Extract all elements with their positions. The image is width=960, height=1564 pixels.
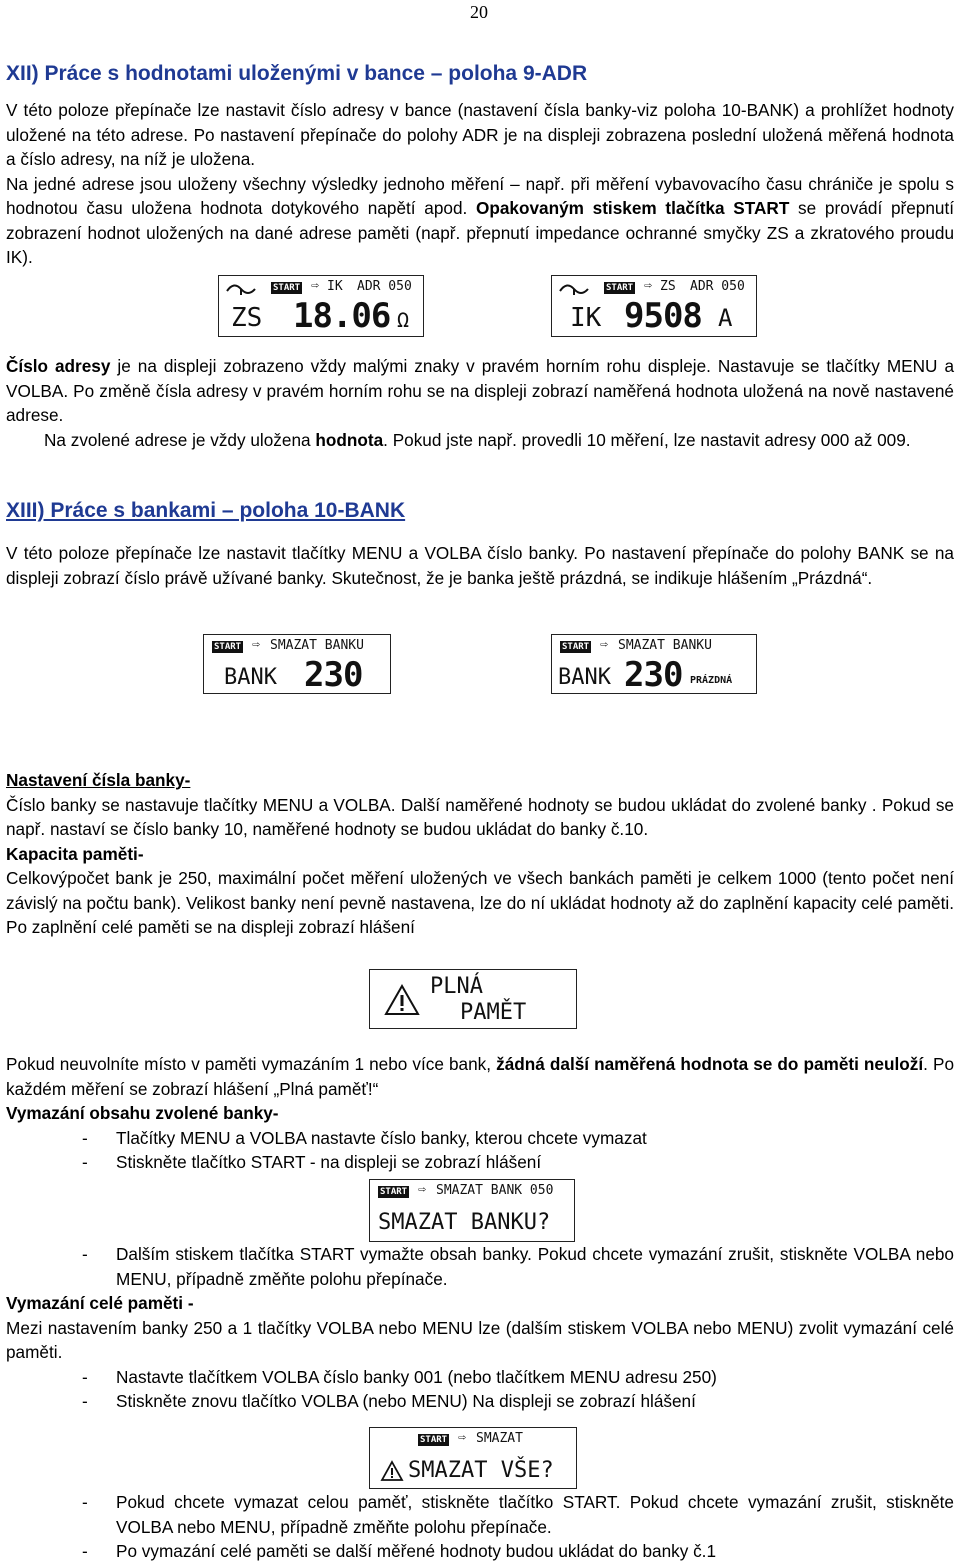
list-item: - Dalším stiskem tlačítka START vymažte obsah banky. Pokud chcete vymazání zrušit, stiskněte VOLBA nebo MENU, případně změňte polohu přepínače.	[82, 1244, 954, 1289]
display-bank	[203, 634, 391, 694]
display-memory-full	[369, 969, 577, 1029]
display-line2: SMAZAT VŠE?	[408, 1458, 554, 1483]
bank-settings-text	[6, 768, 954, 940]
display-message: SMAZAT	[476, 1431, 523, 1446]
page-number: 20	[470, 2, 488, 22]
section-title-bank: XIII) Práce s bankami – poloha 10-BANK	[6, 499, 406, 522]
list-item: - Stiskněte znovu tlačítko VOLBA (nebo MENU) Na displeji se zobrazí hlášení	[82, 1391, 696, 1411]
adr-intro-paragraph: V této poloze přepínače lze nastavit číslo adresy v bance (nastavení čísla banky-viz poloha 10-BANK) a prohlížet hodnoty uložené na této adrese. Po nastavení přepínače do polohy ADR je na displeji zobrazena poslední uložená měřená hodnota a číslo adresy, na níž je uložena.	[6, 100, 954, 169]
arrow-icon: ⇨	[252, 637, 260, 652]
list-item: - Po vymazání celé paměti se další měřené hodnoty budou ukládat do banky č.1	[82, 1541, 717, 1561]
display-line1: PLNÁ	[430, 974, 483, 999]
arrow-icon: ⇨	[418, 1182, 426, 1197]
start-label: START	[420, 1435, 448, 1445]
sine-wave-icon	[558, 281, 592, 297]
display-line2: PAMĚT	[460, 1000, 527, 1025]
display-address: ADR 050	[357, 279, 412, 294]
start-label: START	[380, 1187, 408, 1197]
display-value: 230	[624, 655, 683, 695]
bank-intro-paragraph: V této poloze přepínače lze nastavit tlačítky MENU a VOLBA číslo banky. Po nastavení přepínače do polohy BANK se na displeji zobrazí číslo právě užívané banky. Skutečnost, že je banka ještě prázdná, se indikuje hlášením „Prázdná“.	[6, 543, 954, 588]
delete-memory-paragraph: Mezi nastavením banky 250 a 1 tlačítky VOLBA nebo MENU lze (dalším stiskem VOLBA nebo MENU) zvolit vymazání celé paměti.	[6, 1317, 954, 1362]
display-unit: Ω	[397, 308, 410, 332]
start-label: START	[606, 283, 634, 293]
section-title-adr: XII) Práce s hodnotami uloženými v bance – poloha 9-ADR	[6, 62, 588, 85]
address-section-text	[6, 354, 954, 452]
arrow-icon: ⇨	[600, 637, 608, 652]
arrow-icon: ⇨	[458, 1430, 466, 1445]
arrow-icon: ⇨	[311, 278, 319, 293]
capacity-paragraph: Celkovýpočet bank je 250, maximální počet měření uložených ve všech bankách paměti je celkem 1000 (tento počet není závislý na počtu bank). Velikost banky není pevně nastavena, lze do ní ukládat hodnoty až do zaplnění kapacity celé paměti. Po zaplnění celé paměti se na displeji zobrazí hlášení	[6, 868, 954, 937]
list-item: - Pokud chcete vymazat celou paměť, stiskněte tlačítko START. Pokud chcete vymazání zrušit, stiskněte VOLBA nebo MENU, případně změňte polohu přepínače.	[82, 1492, 954, 1537]
delete-bank-heading: Vymazání obsahu zvolené banky-	[6, 1103, 279, 1123]
capacity-heading: Kapacita paměti-	[6, 843, 144, 864]
display-label: BANK	[224, 665, 277, 690]
arrow-icon: ⇨	[644, 278, 652, 293]
bank-number-heading: Nastavení čísla banky-	[6, 770, 191, 790]
adr-results-paragraph: Na jedné adrese jsou uloženy všechny výsledky jednoho měření – např. při měření vybavovacího času chrániče je spolu s hodnotou času uložena hodnota dotykového napětí apod. Opakovaným stiskem tlačítka START se provádí přepnutí zobrazení hodnot uložených na dané adrese paměti (např. přepnutí impedance ochranné smyčky ZS a zkratového proudu IK).	[6, 173, 955, 267]
start-label: START	[214, 642, 242, 652]
address-paragraph: Číslo adresy je na displeji zobrazeno vždy malými znaky v pravém horním rohu displeje. Nastavuje se tlačítky MENU a VOLBA. Po změně čísla adresy v pravém horním rohu se na displeji zobrazí naměřená hodnota uložená na nově nastavené adrese.	[6, 356, 955, 425]
display-quantity: IK	[570, 303, 602, 333]
display-delete-bank	[369, 1179, 575, 1242]
display-value: 18.06	[293, 296, 391, 336]
display-unit: A	[718, 304, 733, 332]
adr-section-text	[6, 98, 954, 270]
display-address: ADR 050	[690, 279, 745, 294]
display-empty-flag: PRÁZDNÁ	[690, 675, 733, 686]
stored-value-paragraph: Na zvolené adrese je vždy uložena hodnota. Pokud jste např. provedli 10 měření, lze nastavit adresy 000 až 009.	[44, 429, 911, 450]
delete-memory-heading: Vymazání celé paměti -	[6, 1293, 194, 1313]
list-item: - Tlačítky MENU a VOLBA nastavte číslo banky, kterou chcete vymazat	[82, 1127, 647, 1148]
display-quantity: ZS	[231, 303, 263, 333]
display-delete-all	[369, 1427, 577, 1489]
display-message: SMAZAT BANK 050	[436, 1183, 554, 1198]
list-item: - Stiskněte tlačítko START - na displeji se zobrazí hlášení	[82, 1152, 542, 1172]
warning-icon	[384, 984, 420, 1016]
display-message: SMAZAT BANKU	[618, 638, 712, 653]
delete-section-text	[6, 1052, 954, 1175]
display-line2: SMAZAT BANKU?	[378, 1210, 551, 1235]
bank-number-paragraph: Číslo banky se nastavuje tlačítky MENU a VOLBA. Další naměřené hodnoty se budou ukládat do zvolené banky . Pokud se např. nastaví se číslo banky 10, naměřené hodnoty se budou ukládat do banky č.10.	[6, 794, 954, 839]
memory-full-paragraph: Pokud neuvolníte místo v paměti vymazáním 1 nebo více bank, žádná další naměřená hodnota se do paměti neuloží. Po každém měření se zobrazí hlášení „Plná paměť!“	[6, 1054, 955, 1099]
bank-section-text	[6, 541, 954, 590]
display-value: 230	[304, 655, 363, 695]
display-ik	[551, 275, 757, 337]
list-item: - Nastavte tlačítkem VOLBA číslo banky 001 (nebo tlačítkem MENU adresu 250)	[82, 1366, 717, 1387]
display-message: SMAZAT BANKU	[270, 638, 364, 653]
start-label: START	[273, 283, 301, 293]
display-bank-empty	[551, 634, 757, 694]
display-label: BANK	[558, 665, 611, 690]
display-sub-quantity: ZS	[660, 279, 676, 294]
start-label: START	[562, 642, 590, 652]
final-list-text	[6, 1490, 954, 1564]
warning-icon	[380, 1460, 404, 1482]
display-value: 9508	[624, 296, 702, 336]
display-zs	[218, 275, 424, 337]
delete-memory-text	[6, 1242, 954, 1414]
display-sub-quantity: IK	[327, 279, 343, 294]
sine-wave-icon	[225, 281, 259, 297]
